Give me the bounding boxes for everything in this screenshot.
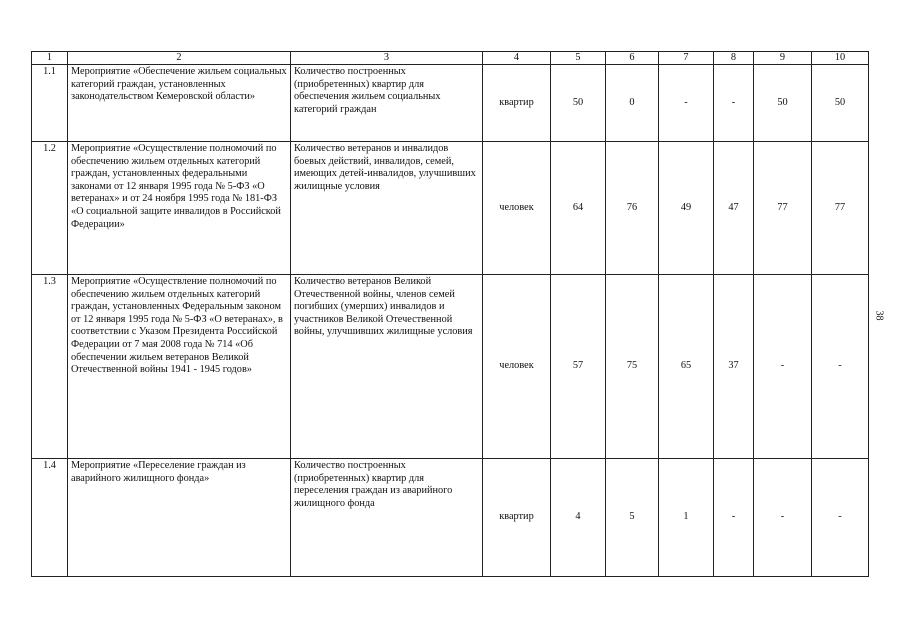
value-cell: 77 (812, 142, 869, 275)
row-index: 1.1 (32, 65, 68, 142)
value-cell: 65 (659, 275, 714, 459)
row-index: 1.3 (32, 275, 68, 459)
event-cell: Мероприятие «Осуществление полномочий по обеспечению жильем отдельных категорий граждан, установленных Федеральным законом от 12 января 1995 года № 5-ФЗ «О ветеранах», в соответствии с Указом Президента Российской Федерации от 7 мая 2008 года № 714 «Об обеспечении жильем ветеранов Великой Отечественной войны 1941 - 1945 годов» (68, 275, 291, 459)
value-cell: - (714, 65, 754, 142)
header-cell: 9 (754, 52, 812, 65)
unit-cell: квартир (483, 65, 551, 142)
row-index: 1.4 (32, 459, 68, 577)
value-cell: - (812, 275, 869, 459)
page-number: 38 (873, 310, 885, 321)
value-cell: - (754, 459, 812, 577)
indicator-cell: Количество ветеранов Великой Отечественной войны, членов семей погибших (умерших) инвалидов и участников Великой Отечественной войны, улучшивших жилищные условия (291, 275, 483, 459)
event-cell: Мероприятие «Осуществление полномочий по обеспечению жильем отдельных категорий граждан, установленных федеральными законами от 12 января 1995 года № 5-ФЗ «О ветеранах» и от 24 ноября 1995 года № 181-ФЗ «О социальной защите инвалидов в Российской Федерации» (68, 142, 291, 275)
value-cell: 64 (551, 142, 606, 275)
table-row (32, 275, 869, 459)
header-cell: 4 (483, 52, 551, 65)
header-cell: 5 (551, 52, 606, 65)
value-cell: - (812, 459, 869, 577)
table-row (32, 142, 869, 275)
event-cell: Мероприятие «Обеспечение жильем социальных категорий граждан, установленных законодательством Кемеровской области» (68, 65, 291, 142)
indicator-cell: Количество ветеранов и инвалидов боевых действий, инвалидов, семей, имеющих детей-инвалидов, улучшивших жилищные условия (291, 142, 483, 275)
unit-cell: квартир (483, 459, 551, 577)
value-cell: 50 (754, 65, 812, 142)
data-table (31, 51, 869, 577)
header-row (32, 52, 869, 65)
value-cell: - (754, 275, 812, 459)
value-cell: 0 (606, 65, 659, 142)
table-row (32, 65, 869, 142)
header-cell: 8 (714, 52, 754, 65)
value-cell: 1 (659, 459, 714, 577)
value-cell: 5 (606, 459, 659, 577)
header-cell: 2 (68, 52, 291, 65)
value-cell: 57 (551, 275, 606, 459)
value-cell: 50 (812, 65, 869, 142)
value-cell: 4 (551, 459, 606, 577)
indicator-cell: Количество построенных (приобретенных) квартир для переселения граждан из аварийного жилищного фонда (291, 459, 483, 577)
value-cell: 76 (606, 142, 659, 275)
value-cell: 77 (754, 142, 812, 275)
header-cell: 7 (659, 52, 714, 65)
value-cell: 37 (714, 275, 754, 459)
header-cell: 6 (606, 52, 659, 65)
indicator-cell: Количество построенных (приобретенных) квартир для обеспечения жильем социальных категорий граждан (291, 65, 483, 142)
header-cell: 3 (291, 52, 483, 65)
value-cell: 47 (714, 142, 754, 275)
value-cell: 50 (551, 65, 606, 142)
table-row (32, 459, 869, 577)
header-cell: 1 (32, 52, 68, 65)
value-cell: - (659, 65, 714, 142)
unit-cell: человек (483, 275, 551, 459)
header-cell: 10 (812, 52, 869, 65)
value-cell: 75 (606, 275, 659, 459)
value-cell: - (714, 459, 754, 577)
value-cell: 49 (659, 142, 714, 275)
event-cell: Мероприятие «Переселение граждан из аварийного жилищного фонда» (68, 459, 291, 577)
unit-cell: человек (483, 142, 551, 275)
row-index: 1.2 (32, 142, 68, 275)
